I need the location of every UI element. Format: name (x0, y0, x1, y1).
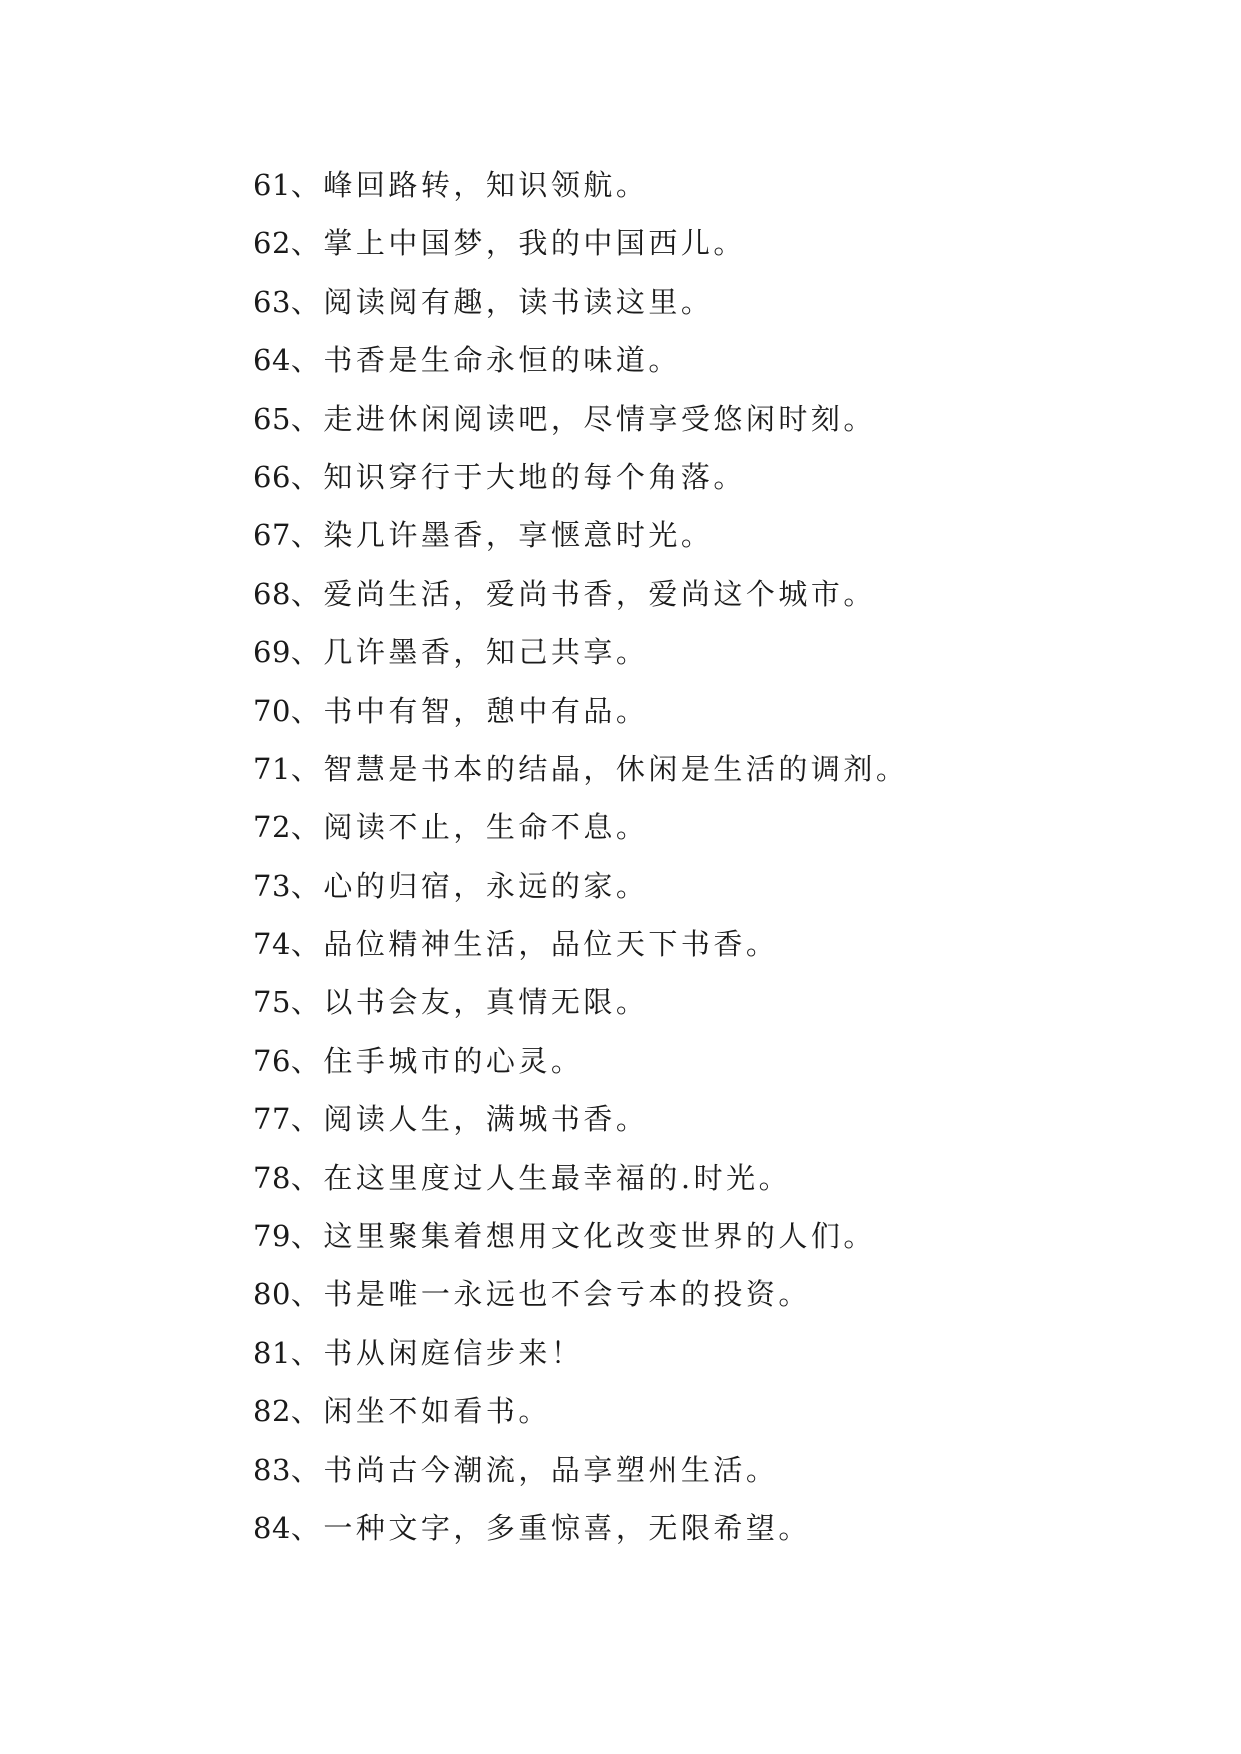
item-text: 闲坐不如看书。 (323, 1394, 551, 1429)
list-item (253, 506, 908, 564)
item-number: 83 (253, 1452, 291, 1487)
item-text: 几许墨香，知己共享。 (323, 635, 649, 670)
item-text: 染几许墨香，享惬意时光。 (323, 518, 714, 553)
list-item (253, 623, 908, 681)
item-number: 68 (253, 576, 291, 611)
item-number: 65 (253, 401, 291, 436)
item-number: 79 (253, 1219, 291, 1254)
item-separator: 、 (290, 1160, 324, 1195)
item-number: 84 (253, 1510, 291, 1545)
list-item (253, 1382, 908, 1440)
item-separator: 、 (290, 518, 324, 553)
item-number: 64 (253, 343, 291, 378)
item-number: 78 (253, 1160, 291, 1195)
item-separator: 、 (290, 1277, 324, 1312)
list-item (253, 156, 908, 214)
item-text: 阅读不止，生命不息。 (323, 810, 649, 845)
item-separator: 、 (290, 284, 324, 319)
item-text: 智慧是书本的结晶，休闲是生活的调剂。 (323, 751, 909, 786)
item-separator: 、 (290, 1219, 324, 1254)
item-separator: 、 (290, 1394, 324, 1429)
item-text: 心的归宿，永远的家。 (323, 868, 649, 903)
item-separator: 、 (290, 1510, 324, 1545)
list-item (253, 1207, 908, 1265)
list-item (253, 565, 908, 623)
item-text: 爱尚生活，爱尚书香，爱尚这个城市。 (323, 576, 876, 611)
item-separator: 、 (290, 343, 324, 378)
item-text: 书从闲庭信步来！ (323, 1335, 584, 1370)
item-text: 在这里度过人生最幸福的.时光。 (323, 1160, 792, 1195)
list-item (253, 1499, 908, 1557)
item-text: 以书会友，真情无限。 (323, 985, 649, 1020)
item-number: 80 (253, 1277, 291, 1312)
item-number: 82 (253, 1394, 291, 1429)
item-separator: 、 (290, 1043, 324, 1078)
item-separator: 、 (290, 810, 324, 845)
item-number: 61 (253, 168, 291, 202)
list-item (253, 798, 908, 856)
item-separator: 、 (290, 1102, 324, 1137)
list-item (253, 682, 908, 740)
item-number: 69 (253, 635, 291, 670)
item-separator: 、 (290, 635, 324, 670)
list-item (253, 1324, 908, 1382)
item-separator: 、 (290, 868, 324, 903)
item-number: 67 (253, 518, 291, 553)
item-text: 走进休闲阅读吧，尽情享受悠闲时刻。 (323, 401, 876, 436)
item-number: 81 (253, 1335, 291, 1370)
item-separator: 、 (290, 226, 324, 261)
item-text: 掌上中国梦，我的中国西儿。 (323, 226, 746, 261)
item-number: 73 (253, 868, 291, 903)
item-text: 书尚古今潮流，品享塑州生活。 (323, 1452, 779, 1487)
item-number: 74 (253, 927, 291, 962)
item-separator: 、 (290, 459, 324, 494)
item-separator: 、 (290, 401, 324, 436)
item-text: 品位精神生活，品位天下书香。 (323, 927, 779, 962)
item-separator: 、 (290, 693, 324, 728)
item-text: 这里聚集着想用文化改变世界的人们。 (323, 1219, 876, 1254)
item-number: 77 (253, 1102, 291, 1137)
item-number: 72 (253, 810, 291, 845)
list-item (253, 1441, 908, 1499)
item-text: 一种文字，多重惊喜，无限希望。 (323, 1510, 811, 1545)
item-text: 阅读阅有趣，读书读这里。 (323, 284, 714, 319)
item-number: 70 (253, 693, 291, 728)
list-item (253, 448, 908, 506)
item-text: 书是唯一永远也不会亏本的投资。 (323, 1277, 811, 1312)
item-number: 63 (253, 284, 291, 319)
list-item (253, 915, 908, 973)
list-item (253, 740, 908, 798)
list-item (253, 857, 908, 915)
list-item (253, 390, 908, 448)
item-text: 住手城市的心灵。 (323, 1043, 584, 1078)
item-text: 书中有智，憩中有品。 (323, 693, 649, 728)
item-separator: 、 (290, 1335, 324, 1370)
item-number: 66 (253, 459, 291, 494)
list-item (253, 973, 908, 1031)
item-number: 76 (253, 1043, 291, 1078)
item-text: 书香是生命永恒的味道。 (323, 343, 681, 378)
item-number: 75 (253, 985, 291, 1020)
item-separator: 、 (290, 168, 324, 202)
list-item (253, 1149, 908, 1207)
item-text: 峰回路转，知识领航。 (323, 168, 649, 202)
list-item (253, 1032, 908, 1090)
list-item (253, 1265, 908, 1323)
item-separator: 、 (290, 985, 324, 1020)
slogan-list (253, 156, 908, 1557)
item-text: 知识穿行于大地的每个角落。 (323, 459, 746, 494)
item-text: 阅读人生，满城书香。 (323, 1102, 649, 1137)
item-separator: 、 (290, 927, 324, 962)
item-number: 62 (253, 226, 291, 261)
list-item (253, 1090, 908, 1148)
item-number: 71 (253, 751, 291, 786)
item-separator: 、 (290, 1452, 324, 1487)
list-item (253, 214, 908, 272)
item-separator: 、 (290, 751, 324, 786)
list-item (253, 273, 908, 331)
item-separator: 、 (290, 576, 324, 611)
list-item (253, 331, 908, 389)
